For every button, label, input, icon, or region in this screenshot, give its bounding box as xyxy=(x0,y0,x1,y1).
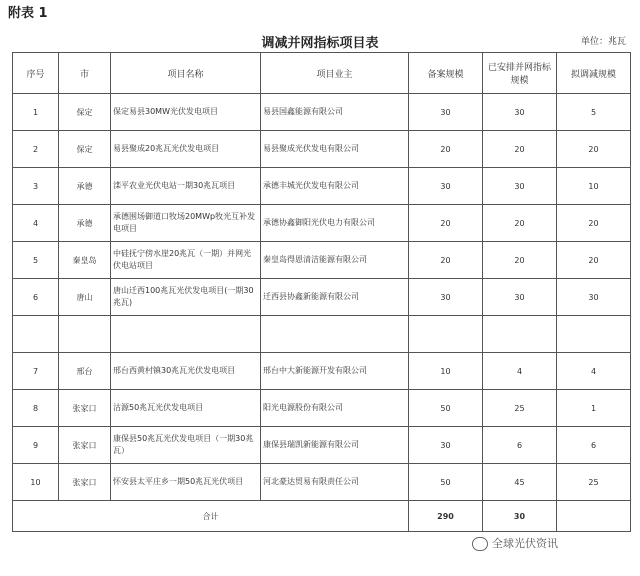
table-row xyxy=(13,205,631,242)
cell-arranged: 4 xyxy=(483,353,557,390)
table-row xyxy=(13,94,631,131)
cell-reduce: 20 xyxy=(557,242,631,279)
table-row xyxy=(13,390,631,427)
cell-project: 沽源50兆瓦光伏发电项目 xyxy=(111,390,261,427)
cell-city: 邢台 xyxy=(59,353,111,390)
cell-city: 承德 xyxy=(59,205,111,242)
table-row xyxy=(13,353,631,390)
cell-seq: 7 xyxy=(13,353,59,390)
projects-table xyxy=(12,52,631,532)
header-reduce: 拟调减规模 xyxy=(557,53,631,94)
cell-filed: 20 xyxy=(409,205,483,242)
cell-seq: 5 xyxy=(13,242,59,279)
cell-owner: 阳光电源股份有限公司 xyxy=(261,390,409,427)
cell-arranged: 30 xyxy=(483,168,557,205)
cell-city: 承德 xyxy=(59,168,111,205)
cell-owner: 秦皇岛得恩清洁能源有限公司 xyxy=(261,242,409,279)
cell-owner: 河北豪达贸易有限责任公司 xyxy=(261,464,409,501)
header-row xyxy=(13,53,631,94)
cell-project: 滦平农业光伏电站一期30兆瓦项目 xyxy=(111,168,261,205)
cell-project: 承德围场御道口牧场20MWp牧光互补发电项目 xyxy=(111,205,261,242)
cell-reduce: 4 xyxy=(557,353,631,390)
empty-cell xyxy=(13,316,59,353)
cell-reduce: 20 xyxy=(557,131,631,168)
header-filed: 备案规模 xyxy=(409,53,483,94)
cell-project: 康保县50兆瓦光伏发电项目（一期30兆瓦） xyxy=(111,427,261,464)
cell-project: 怀安县太平庄乡一期50兆瓦光伏项目 xyxy=(111,464,261,501)
cell-seq: 4 xyxy=(13,205,59,242)
cell-seq: 2 xyxy=(13,131,59,168)
cell-city: 保定 xyxy=(59,131,111,168)
header-project: 项目名称 xyxy=(111,53,261,94)
cell-filed: 30 xyxy=(409,427,483,464)
cell-project: 保定易县30MW光伏发电项目 xyxy=(111,94,261,131)
watermark-text: 全球光伏资讯 xyxy=(492,537,558,550)
cell-reduce: 6 xyxy=(557,427,631,464)
empty-cell xyxy=(557,316,631,353)
cell-city: 张家口 xyxy=(59,464,111,501)
cell-city: 张家口 xyxy=(59,390,111,427)
cell-owner: 邢台中大新能源开发有限公司 xyxy=(261,353,409,390)
empty-cell xyxy=(111,316,261,353)
cell-filed: 50 xyxy=(409,390,483,427)
table-row xyxy=(13,242,631,279)
cell-owner: 康保县瑞凯新能源有限公司 xyxy=(261,427,409,464)
cell-project: 中硅抚宁傍水崖20兆瓦（一期）并网光伏电站项目 xyxy=(111,242,261,279)
header-seq: 序号 xyxy=(13,53,59,94)
cell-filed: 10 xyxy=(409,353,483,390)
cell-reduce: 25 xyxy=(557,464,631,501)
cell-filed: 30 xyxy=(409,168,483,205)
cell-owner: 承德丰城光伏发电有限公司 xyxy=(261,168,409,205)
wechat-icon xyxy=(472,537,488,551)
cell-arranged: 25 xyxy=(483,390,557,427)
empty-row xyxy=(13,316,631,353)
cell-city: 保定 xyxy=(59,94,111,131)
table-row xyxy=(13,131,631,168)
cell-arranged: 6 xyxy=(483,427,557,464)
header-arranged: 已安排并网指标规模 xyxy=(483,53,557,94)
table-row xyxy=(13,427,631,464)
cell-arranged: 20 xyxy=(483,242,557,279)
total-filed: 290 xyxy=(409,501,483,532)
cell-seq: 1 xyxy=(13,94,59,131)
empty-cell xyxy=(483,316,557,353)
cell-reduce: 30 xyxy=(557,279,631,316)
cell-arranged: 20 xyxy=(483,205,557,242)
cell-reduce: 20 xyxy=(557,205,631,242)
cell-owner: 易县聚成光伏发电有限公司 xyxy=(261,131,409,168)
cell-filed: 20 xyxy=(409,131,483,168)
cell-project: 唐山迁西100兆瓦光伏发电项目(一期30兆瓦) xyxy=(111,279,261,316)
total-label: 合计 xyxy=(13,501,409,532)
watermark xyxy=(468,534,562,552)
total-row xyxy=(13,501,631,532)
cell-city: 张家口 xyxy=(59,427,111,464)
cell-arranged: 45 xyxy=(483,464,557,501)
total-arranged: 30 xyxy=(483,501,557,532)
cell-filed: 30 xyxy=(409,279,483,316)
cell-reduce: 1 xyxy=(557,390,631,427)
empty-cell xyxy=(409,316,483,353)
cell-seq: 3 xyxy=(13,168,59,205)
empty-cell xyxy=(261,316,409,353)
unit-label: 单位：兆瓦 xyxy=(580,37,626,47)
header-city: 市 xyxy=(59,53,111,94)
cell-filed: 50 xyxy=(409,464,483,501)
cell-arranged: 20 xyxy=(483,131,557,168)
cell-city: 秦皇岛 xyxy=(59,242,111,279)
cell-reduce: 5 xyxy=(557,94,631,131)
cell-seq: 8 xyxy=(13,390,59,427)
cell-seq: 6 xyxy=(13,279,59,316)
cell-city: 唐山 xyxy=(59,279,111,316)
cell-project: 易县聚成20兆瓦光伏发电项目 xyxy=(111,131,261,168)
appendix-label: 附表 1 xyxy=(8,6,48,21)
table-row xyxy=(13,168,631,205)
cell-owner: 承德协鑫御阳光伏电力有限公司 xyxy=(261,205,409,242)
cell-filed: 20 xyxy=(409,242,483,279)
cell-seq: 9 xyxy=(13,427,59,464)
cell-project: 邢台西黄村镇30兆瓦光伏发电项目 xyxy=(111,353,261,390)
cell-filed: 30 xyxy=(409,94,483,131)
cell-owner: 易县国鑫能源有限公司 xyxy=(261,94,409,131)
document-title: 调减并网指标项目表 xyxy=(261,36,379,51)
total-reduce xyxy=(557,501,631,532)
cell-arranged: 30 xyxy=(483,279,557,316)
table-row xyxy=(13,464,631,501)
cell-owner: 迁西县协鑫新能源有限公司 xyxy=(261,279,409,316)
cell-seq: 10 xyxy=(13,464,59,501)
table-row xyxy=(13,279,631,316)
empty-cell xyxy=(59,316,111,353)
cell-arranged: 30 xyxy=(483,94,557,131)
header-owner: 项目业主 xyxy=(261,53,409,94)
cell-reduce: 10 xyxy=(557,168,631,205)
